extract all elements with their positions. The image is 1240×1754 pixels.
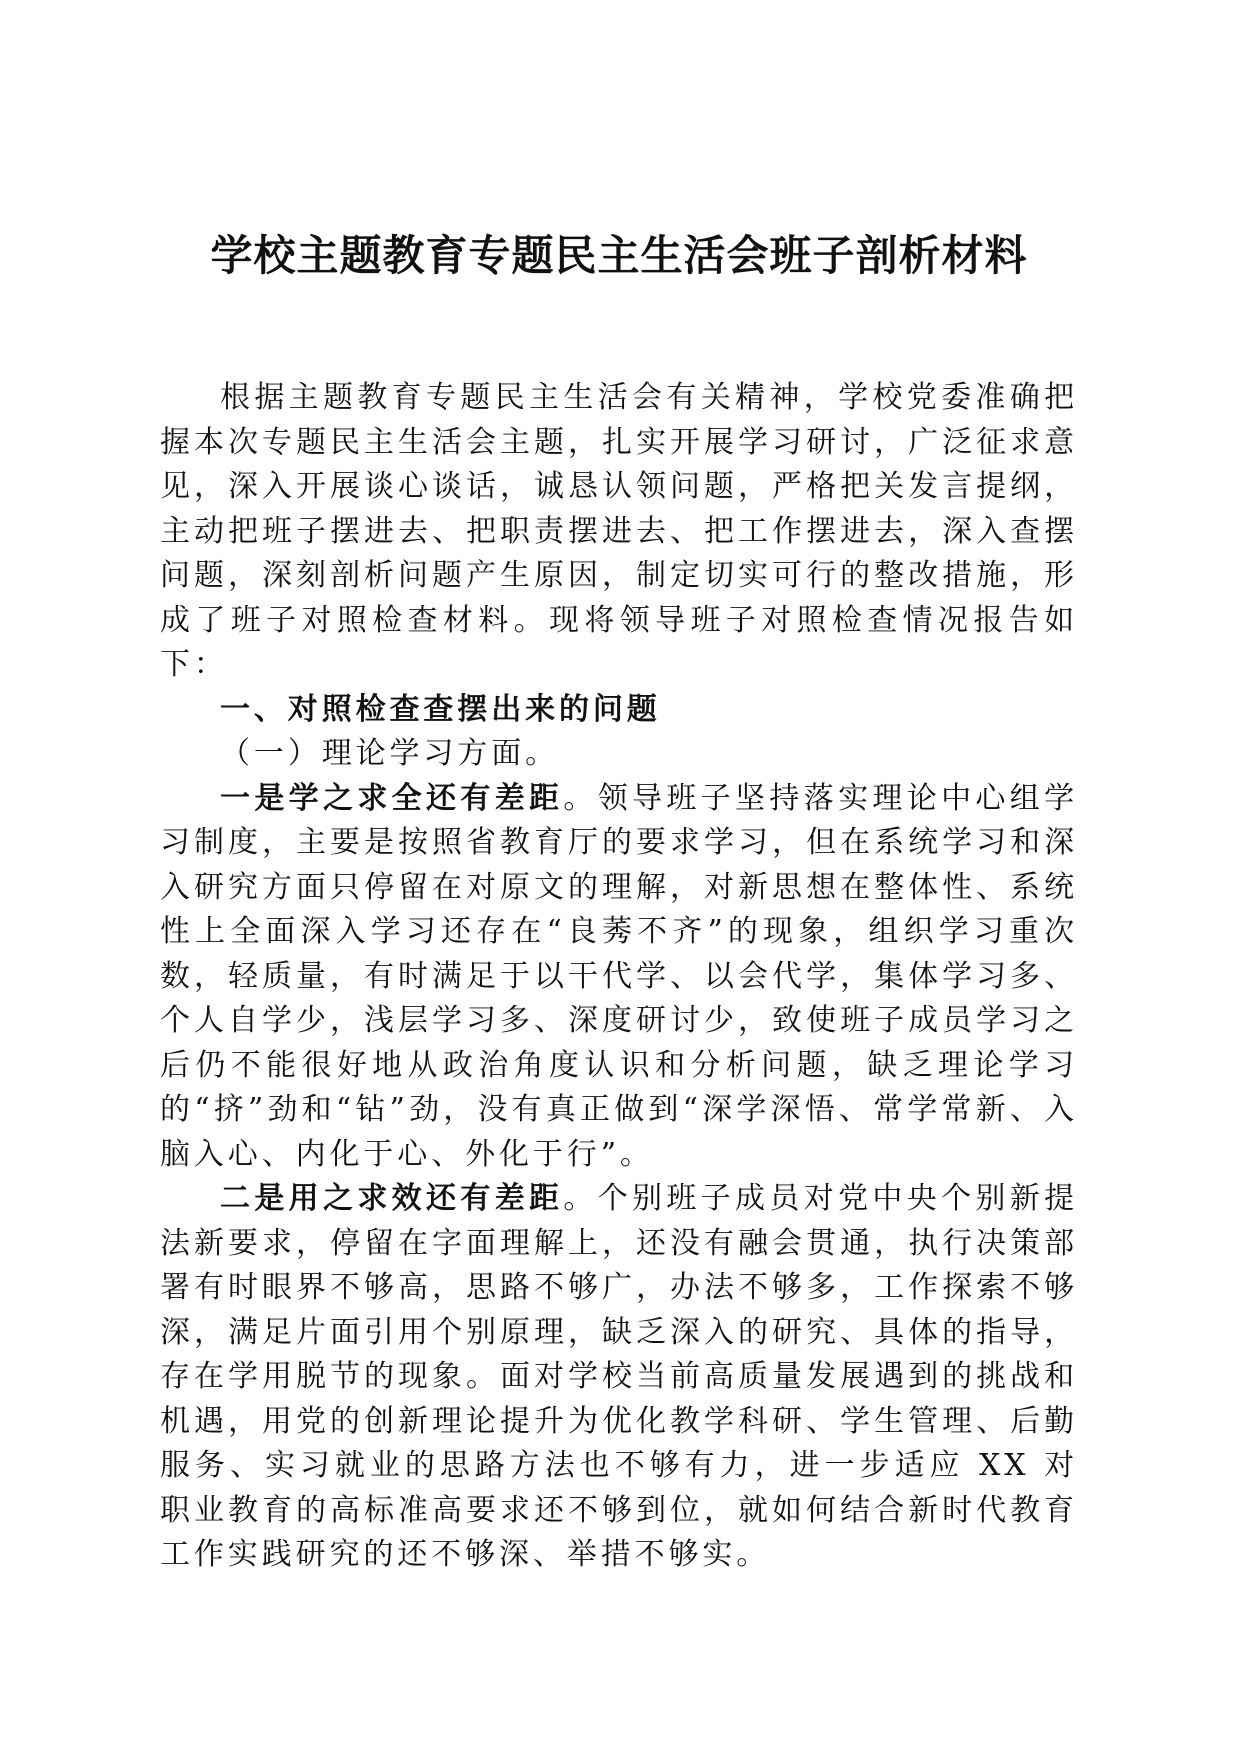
item-paragraph-1	[160, 777, 1078, 1178]
item-lead-1: 一是学之求全还有差距	[220, 780, 564, 816]
subsection-heading: （一）理论学习方面。	[220, 736, 559, 771]
item-text-2: 。个别班子成员对党中央个别新提法新要求，停留在字面理解上，还没有融会贯通，执行决策部署有时眼界不够高，思路不够广，办法不够多，工作探索不够深，满足片面引用个别原理，缺乏深入的研究、具体的指导，存在学用脱节的现象。面对学校当前高质量发展遇到的挑战和机遇，用党的创新理论提升为优化教学科研、学生管理、后勤服务、实习就业的思路方法也不够有力，进一步适应 XX 对职业教育的高标准高要求还不够到位，就如何结合新时代教育工作实践研究的还不够深、举措不够实。	[160, 1181, 1078, 1572]
item-lead-2: 二是用之求效还有差距	[220, 1181, 564, 1216]
section-heading: 一、对照检查查摆出来的问题	[220, 691, 661, 727]
document-title: 学校主题教育专题民主生活会班子剖析材料	[210, 231, 1028, 280]
document-page	[160, 0, 1078, 1754]
document-body	[160, 376, 1078, 1578]
intro-paragraph: 根据主题教育专题民主生活会有关精神，学校党委准确把握本次专题民主生活会主题，扎实开展学习研讨，广泛征求意见，深入开展谈心谈话，诚恳认领问题，严格把关发言提纲，主动把班子摆进去、把职责摆进去、把工作摆进去，深入查摆问题，深刻剖析问题产生原因，制定切实可行的整改措施，形成了班子对照检查材料。现将领导班子对照检查情况报告如下：	[160, 380, 1078, 682]
item-text-1: 。领导班子坚持落实理论中心组学习制度，主要是按照省教育厅的要求学习，但在系统学习和深入研究方面只停留在对原文的理解，对新思想在整体性、系统性上全面深入学习还存在“良莠不齐”的现象，组织学习重次数，轻质量，有时满足于以干代学、以会代学，集体学习多、个人自学少，浅层学习多、深度研讨少，致使班子成员学习之后仍不能很好地从政治角度认识和分析问题，缺乏理论学习的“挤”劲和“钻”劲，没有真正做到“深学深悟、常学常新、入脑入心、内化于心、外化于行”。	[160, 780, 1078, 1172]
item-paragraph-2	[160, 1177, 1078, 1578]
